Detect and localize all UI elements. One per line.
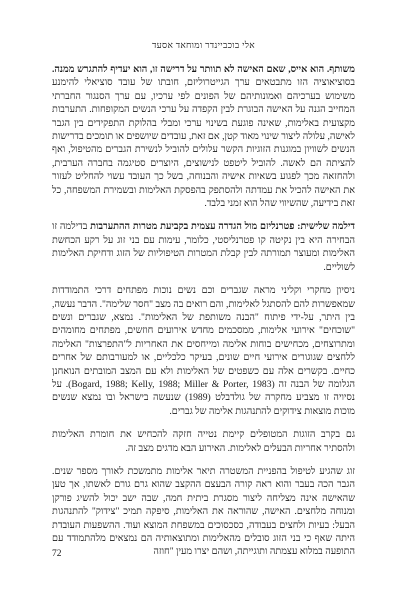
body-text	[52, 63, 355, 559]
paragraph-5: זוג שהגיע לטיפול בהפניית המשטרה תיאר אלימות מתמשכת לאורך מספר שנים. הגבר הכה בעבר והוא ראה קורה הבעצם ההקצב שהוא גרם גורם לאשתו, אך טען שהאישה אינה מצליחה ליצור מסגרת ביתית חמה, שבה ישב יכול להשיג פורקן ומנוחה מלחצים. האישה, שהוראה את האלימות, סיפקה תמיכ "צידוק" להתנהגות הבעל: בעיות ולחצים בעבודה, כסכסוכים במשפחת המוצא ועוד. ההשפעות העובדת היתה שאף כי בני הזוג סובלים מהאלימות ומתוצאותיה הם נמצאים מלהתמודד עם התופעה במלוא עצמתה ותוגייתה, ושהם יצרו מעין "חוזה	[52, 465, 355, 558]
paragraph-1	[52, 63, 355, 210]
running-header: אלי בוכביינדר ומוחאד אסעד	[152, 40, 255, 50]
paragraph-3: ניסיון מחקרי וקליני מראה שגברים וכם נשים נוכות מפתחים דרכי התמודדות שמאפשרות להם להסתגל לאלימות, והם רואים בה מצב "חסר שלימה". הדבר נעשה, בין היתר, על-ידי פיתוח "הבנה משותפת של האלימות". נמצא, שגברים ונשים "שוכחים" אירועי אלימות, ממסכמים מחדש אירועים חוזשים, מפתחים מחומהים ומתרוצחים, מכחישים בוחות אלימה ומייחסים את האחריות ל"התפרצות" האלימה ללחצים שגוגורים אירועי חיים שונים, בעיקר כלכליים, או למעורבותם של אחרים כחיים. בקשרים אלה עם כשפטים של האלימות ולא עם המצב המובתים הנואחנן הגלומה של הבנה זה (Bogard, 1988; Kelly, 1988; Miller & Porter, 1983). על נסיויה זו מצביע מחקרה של גולדבלט (1989) שנעשה בישראל ובו נמצא שנשים מוכות מוצאות צידוקים להתנהגות אלימה של גברים.	[52, 285, 356, 417]
paragraph-2	[52, 220, 355, 274]
section-heading: דילמה שלישית: פטרנליזם מול הגדרה עצמית בקביעת מטרות ההתערבות	[90, 221, 355, 233]
paragraph-1-lead: משותף. הוא אייס, שאם האישה לא תוותר על דרישה זו, הוא יעדיף להתגרש ממנה.	[52, 64, 355, 75]
paragraph-1-text: בסוציאוציה הזו מתבטאים ערך הגייטרוליזם, חובתו של עובד סוציאלי להימנע משימוש בערכיהם ואמונותיהם של הפונים לפי ערכיו, עם ערך הסנגור החברתי המחייב הגנה על האישה הבוגרת לבין הקפדה על ערכי הנשים המקופחות. התערבות מקצועית באלימות, שאינה פוגעת בשינוי ערכי ומבלי בהלוקת התפקידים בין הגבר לאישה, עלולה ליצור שינוי מאוד קטן, אם זאת, עובדים שיושפים או תומכים בדרישות הנשים לשוויון במוגנות הזוגיות הקשר עלולים להוביל לנשירת הגברים מהטיפול, ואף להציתה הם לאשה. להוביל ליטפט לנישוצים, היוצרים סטיגמה בחברה הערבית, ולהחזאה מכך לפגוע בשאיות אישיה והבנוחה, בשל כך העובד עשוי להחליט לעזור את האישה להכיל את עמדתה ולהסתפק בהפסקת האלימות ובשמירת המשפחה, כל זאת בידיעה, שהשיווי שהל הוא זמני בלבד.	[52, 77, 355, 210]
paragraph-4: גם בקרב הזוגות המטופלים קיימת נטייה חזקה להכחיש את חומרת האלימות ולהסתיר אחריות הבעלים לאלימות. האירוע הבא מדגים מצב זה.	[52, 429, 355, 454]
page-number: 72	[52, 549, 62, 559]
paragraph-2-text: בדילמה זו הבחירה היא בין נקיטה קו פטרנליסטי, כלומר, עימות עם בני זוג על רקע הכחשת האלימות ומעוצר תמורתה לבין קבלת המטרות הטיפוליות של הזוג ודחיקת האלימות לשוליים.	[52, 221, 355, 273]
